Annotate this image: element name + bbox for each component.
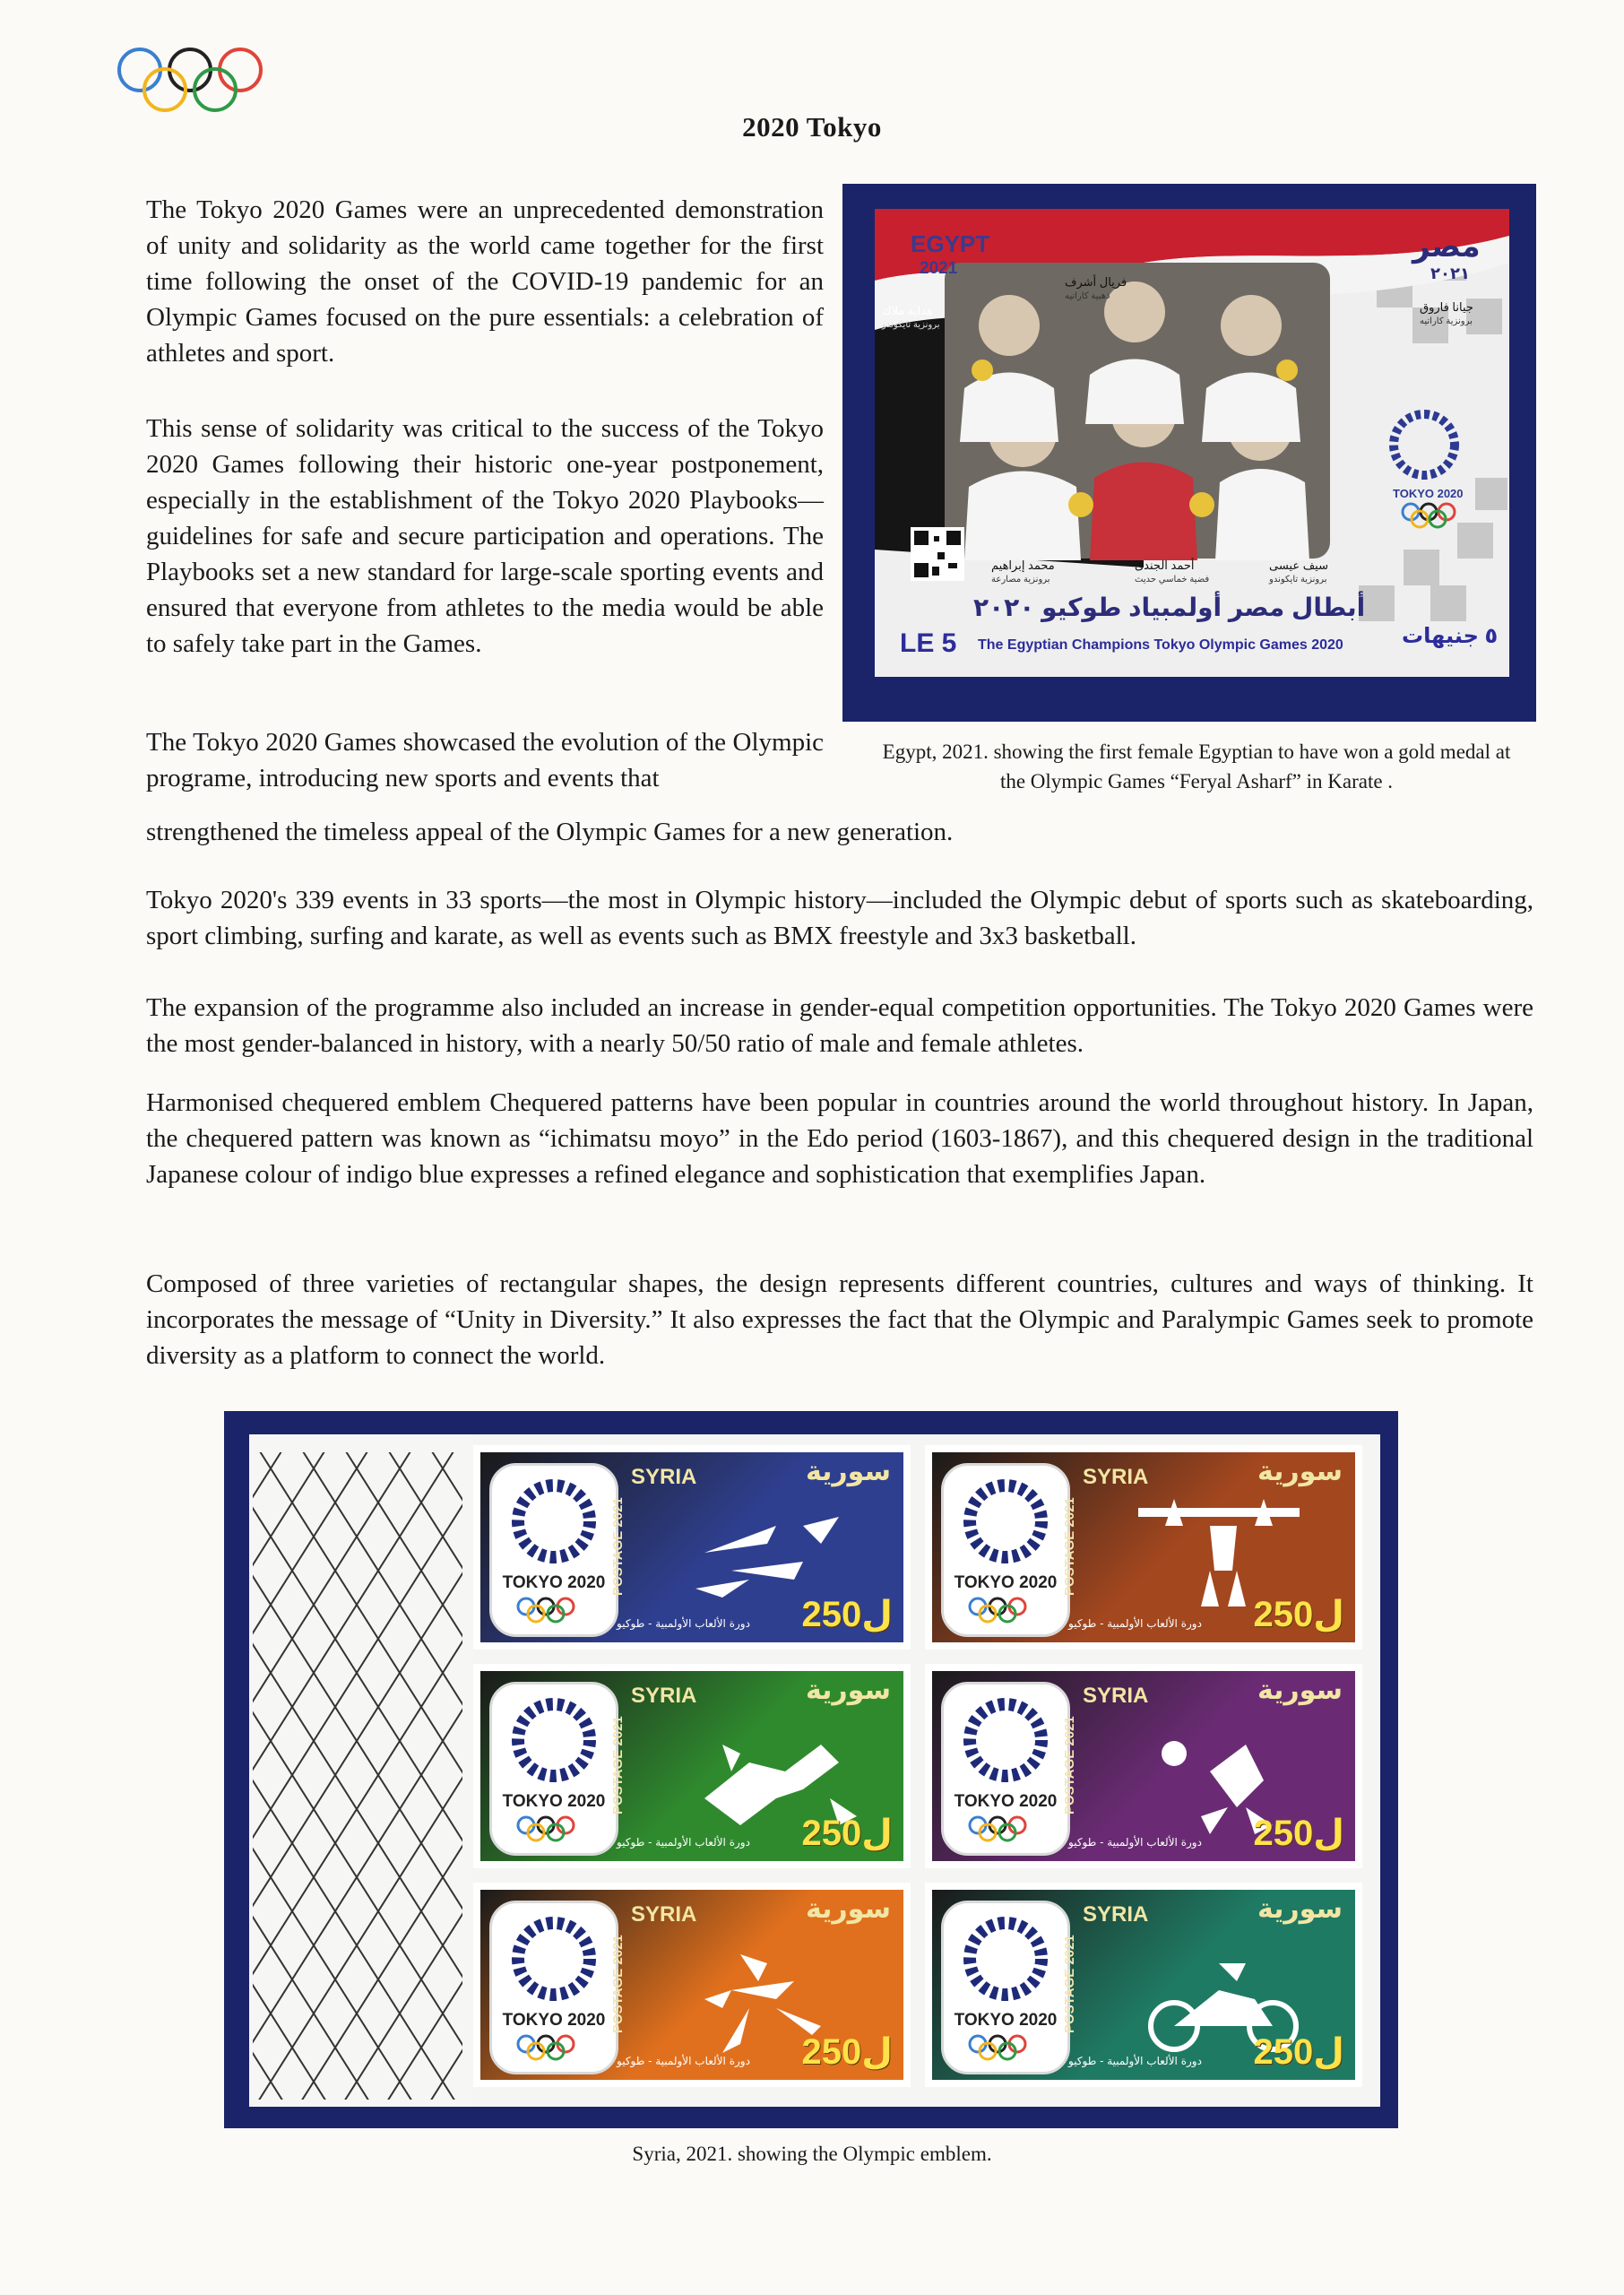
emblem-label: TOKYO 2020 [502,1792,606,1811]
stamp-artwork [932,1890,1355,2080]
stamp-value: ل250 [1253,2032,1344,2072]
tokyo-emblem-icon [944,1903,1067,2011]
tokyo-emblem-card [489,1901,618,2074]
stamp-value: ل250 [801,1595,893,1634]
stamp-artwork [480,1890,903,2080]
stamp-value: ل250 [1253,1595,1344,1634]
olympic-rings-icon [965,1815,1046,1842]
paragraph-evolution-cont: strengthened the timeless appeal of the Olympic Games for a new generation. [146,818,954,846]
emblem-label: TOKYO 2020 [502,2011,606,2030]
syria-caption: Syria, 2021. showing the Olympic emblem. [632,2143,992,2165]
athlete-medal: ذهبية كاراتيه [1065,291,1110,301]
stamp-postage: POSTAGE 2021 [610,1935,626,2033]
egypt-souvenir-sheet [875,209,1509,677]
tokyo-emblem-icon [944,1684,1067,1792]
emblem-label: TOKYO 2020 [502,1573,606,1592]
stamp-country-ar: سورية [805,1893,891,1925]
stamp-country: SYRIA [631,1465,697,1489]
egypt-caption: Egypt, 2021. showing the first female Egyptian to have won a gold medal at the Olympic Games “Feryal Asharf” in Karate . [882,740,1511,792]
athlete-medal: فضية خماسي حديث [1135,575,1210,585]
athlete-name: سيف عيسى [1269,559,1328,572]
stamp-games-ar: دورة الألعاب الأولمبية - طوكيو [1068,1617,1202,1630]
stamp-games-ar: دورة الألعاب الأولمبية - طوكيو [617,1836,750,1849]
tokyo-emblem-icon [492,1903,616,2011]
egypt-value: LE 5 [900,628,957,658]
stamp-postage: POSTAGE 2021 [1062,1497,1077,1596]
tokyo-emblem-card [941,1682,1070,1856]
stamp-country-ar: سورية [805,1456,891,1487]
paragraph-events: Tokyo 2020's 339 events in 33 sports—the most in Olympic history—included the Olympic debut of sports such as skateboarding, sport climbing, surfing and karate, as well as events such as BMX freestyle and 3x3 basketball. [146,886,1533,950]
stamp-value: ل250 [801,1814,893,1853]
athlete-medal: برونزية تايكوندو [882,320,940,330]
tokyo-emblem-icon [944,1466,1067,1573]
egypt-title-en: The Egyptian Champions Tokyo Olympic Games 2020 [978,637,1343,653]
stamp-value: ل250 [801,2032,893,2072]
stamp-country-ar: سورية [1257,1675,1343,1706]
tokyo-emblem-card [489,1463,618,1637]
syria-stamp [473,1445,911,1650]
athlete-medal: برونزية كاراتيه [1420,316,1473,326]
paragraph-evolution: The Tokyo 2020 Games showcased the evolution of the Olympic programe, introducing new sports and events that [146,728,824,792]
stamp-country-ar: سورية [805,1675,891,1706]
paragraph-chequered: Harmonised chequered emblem Chequered patterns have been popular in countries around the world throughout history. In Japan, the chequered pattern was known as “ichimatsu moyo” in the Edo period (1603-1867), and this chequered design in the traditional Japanese colour of indigo blue expresses a refined elegance and sophistication that exemplifies Japan. [146,1088,1533,1189]
stamp-postage: POSTAGE 2021 [1062,1716,1077,1814]
stamp-games-ar: دورة الألعاب الأولمبية - طوكيو [617,2055,750,2067]
stamp-artwork [480,1671,903,1861]
athlete-name: فريال أشرف [1065,275,1127,289]
athlete-name: أحمد الجندى [1135,559,1195,572]
olympic-rings-icon [514,2034,594,2061]
tokyo-emblem-icon [492,1466,616,1573]
paragraph-gender: The expansion of the programme also included an increase in gender-equal competition opportunities. The Tokyo 2020 Games were the most gender-balanced in history, with a nearly 50/50 ratio of male and female athletes. [146,993,1533,1058]
egypt-country-ar: مصر [1412,230,1481,264]
tokyo-emblem-card [489,1682,618,1856]
stamp-country: SYRIA [631,1902,697,1927]
stamp-country: SYRIA [631,1684,697,1708]
athlete-name: محمد إبراهيم [991,559,1055,572]
stamp-artwork [932,1671,1355,1861]
stamp-country: SYRIA [1083,1465,1149,1489]
emblem-label: TOKYO 2020 [954,1573,1058,1592]
emblem-label: TOKYO 2020 [954,2011,1058,2030]
syria-stamp [925,1445,1362,1650]
egypt-country: EGYPT [911,230,990,257]
olympic-rings-icon [514,1815,594,1842]
page-title: 2020 Tokyo [742,111,882,143]
egypt-emblem-label: TOKYO 2020 [1393,487,1464,500]
syria-stamp [925,1664,1362,1868]
stamp-artwork [480,1452,903,1642]
tokyo-emblem-card [941,1463,1070,1637]
olympic-rings-icon [965,1597,1046,1624]
paragraph-unity: Composed of three varieties of rectangular shapes, the design represents different countries, cultures and ways of thinking. It incorporates the message of “Unity in Diversity.” It also expresses the fact that the Olympic and Paralympic Games seek to promote diversity as a platform to connect the world. [146,1269,1533,1370]
egypt-year-ar: ٢٠٢١ [1430,264,1470,282]
paragraph-intro: The Tokyo 2020 Games were an unprecedented demonstration of unity and solidarity as the world came together for the first time following the onset of the COVID-19 pandemic for an Olympic Games focused on the pure essentials: a celebration of athletes and sport. [146,195,824,368]
stamp-postage: POSTAGE 2021 [610,1497,626,1596]
athlete-name: جيانا فاروق [1420,300,1473,314]
selvage-lattice [249,1434,473,2107]
tokyo-emblem-icon [492,1684,616,1792]
athlete-medal: برونزية مصارعة [991,575,1050,585]
stamp-postage: POSTAGE 2021 [610,1716,626,1814]
syria-stamp [473,1883,911,2087]
olympic-rings-icon [514,1597,594,1624]
paragraph-solidarity: This sense of solidarity was critical to the success of the Tokyo 2020 Games following their historic one-year postponement, especially in the establishment of the Tokyo 2020 Playbooks—guidelines for safe and secure participation and operations. The Playbooks set a new standard for large-scale sporting events and ensured that everyone from athletes to the media would be able to safely take part in the Games. [146,414,824,658]
stamp-country-ar: سورية [1257,1893,1343,1925]
tokyo-emblem-card [941,1901,1070,2074]
emblem-label: TOKYO 2020 [954,1792,1058,1811]
stamp-games-ar: دورة الألعاب الأولمبية - طوكيو [1068,2055,1202,2067]
athlete-name: هداية ملاك [882,304,933,317]
stamp-country-ar: سورية [1257,1456,1343,1487]
stamp-value: ل250 [1253,1814,1344,1853]
athlete-medal: برونزية تايكوندو [1269,575,1327,585]
egypt-title-ar: أبطال مصر أولمبياد طوكيو ٢٠٢٠ [973,593,1366,621]
stamp-postage: POSTAGE 2021 [1062,1935,1077,2033]
syria-stamp [473,1664,911,1868]
egypt-year: 2021 [920,259,958,278]
stamp-country: SYRIA [1083,1902,1149,1927]
egypt-value-ar: ٥ جنيهات [1402,624,1499,648]
syria-stamp [925,1883,1362,2087]
olympic-rings-logo [115,45,265,115]
stamp-games-ar: دورة الألعاب الأولمبية - طوكيو [1068,1836,1202,1849]
stamp-country: SYRIA [1083,1684,1149,1708]
stamp-games-ar: دورة الألعاب الأولمبية - طوكيو [617,1617,750,1630]
olympic-rings-icon [965,2034,1046,2061]
stamp-artwork [932,1452,1355,1642]
